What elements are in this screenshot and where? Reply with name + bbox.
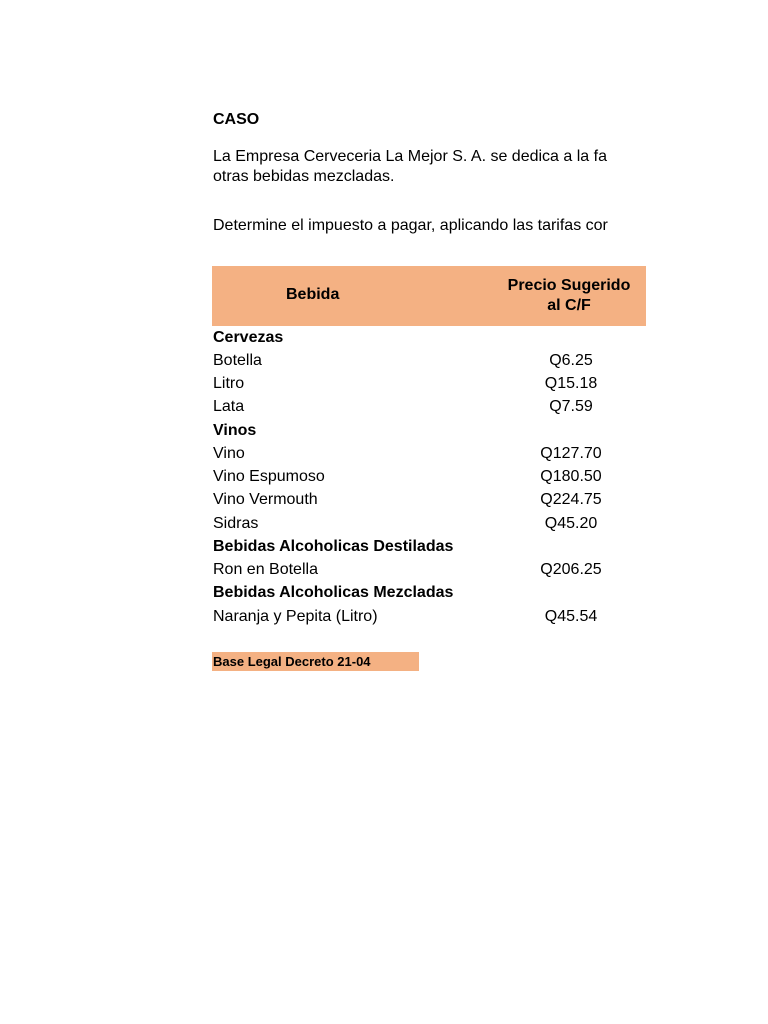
table-row-price: Q127.70: [540, 445, 602, 462]
case-paragraph-line-1: La Empresa Cerveceria La Mejor S. A. se dedica a la fa: [213, 148, 607, 165]
table-row-price: Q7.59: [549, 398, 593, 415]
case-title: CASO: [213, 111, 260, 128]
table-row-price: Q45.54: [544, 608, 598, 625]
table-row-label: Lata: [213, 398, 245, 415]
table-row-price: Q206.25: [540, 561, 602, 578]
column-header-bebida: Bebida: [286, 286, 340, 303]
category-cervezas: Cervezas: [213, 329, 284, 346]
table-row-price: Q6.25: [549, 352, 593, 369]
table-row-label: Vino Espumoso: [213, 468, 325, 485]
column-header-precio-line-1: Precio Sugerido: [507, 277, 631, 294]
category-bebidas-mezcladas: Bebidas Alcoholicas Mezcladas: [213, 584, 454, 601]
table-row-label: Litro: [213, 375, 245, 392]
case-instruction: Determine el impuesto a pagar, aplicando las tarifas cor: [213, 217, 608, 234]
category-bebidas-destiladas: Bebidas Alcoholicas Destiladas: [213, 538, 454, 555]
table-row-label: Ron en Botella: [213, 561, 318, 578]
table-row-label: Sidras: [213, 515, 259, 532]
table-row-label: Naranja y Pepita (Litro): [213, 608, 378, 625]
column-header-precio-line-2: al C/F: [547, 297, 591, 314]
base-legal-note: Base Legal Decreto 21-04: [212, 652, 419, 671]
column-header-precio: [496, 276, 642, 316]
case-paragraph-line-2: otras bebidas mezcladas.: [213, 168, 395, 185]
table-row-label: Botella: [213, 352, 262, 369]
table-row-price: Q224.75: [540, 491, 602, 508]
category-vinos: Vinos: [213, 422, 257, 439]
table-row-label: Vino: [213, 445, 245, 462]
table-row-label: Vino Vermouth: [213, 491, 318, 508]
table-row-price: Q180.50: [540, 468, 602, 485]
table-row-price: Q45.20: [544, 515, 598, 532]
table-row-price: Q15.18: [544, 375, 598, 392]
